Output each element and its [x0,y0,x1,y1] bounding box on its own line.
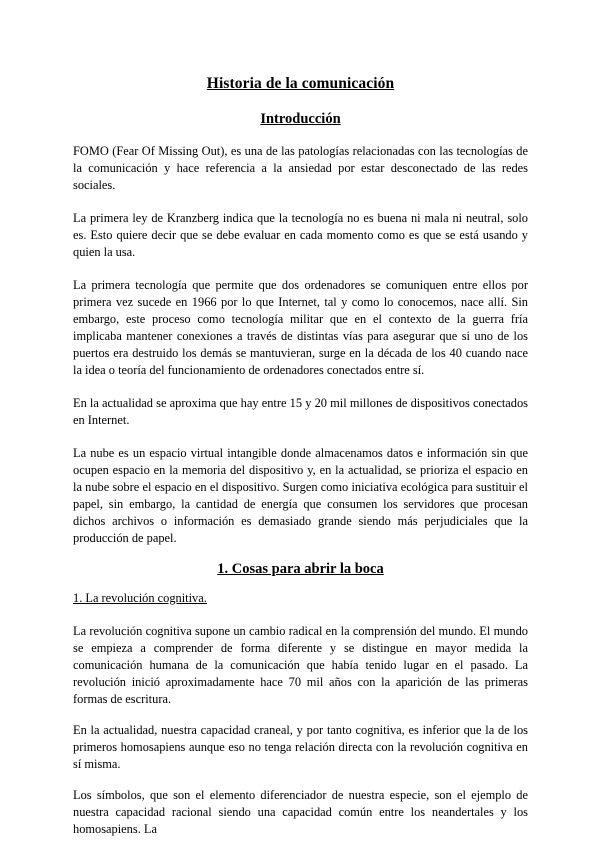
intro-paragraph-cloud: La nube es un espacio virtual intangible donde almacenamos datos e información sin que ocupen espacio en la memoria del dispositivo y, en la actualidad, se prioriza el espacio en la nube sobre el espacio en el dispositivo. Surgen como iniciativa ecológica para sustituir el papel, sin embargo, la cantidad de energía que consumen los servidores que procesan dichos archivos o información es demasiado grande siendo más perjudiciales que la producción de papel. [73,446,528,545]
subsection-heading: 1. La revolución cognitiva. [73,591,207,605]
intro-paragraph-fomo: FOMO (Fear Of Missing Out), es una de las patologías relacionadas con las tecnologías de la comunicación y hace referencia a la ansiedad por estar desconectado de las redes sociales. [73,144,528,192]
document-title: Historia de la comunicación [206,75,395,92]
intro-heading: Introducción [260,111,341,127]
intro-paragraph-internet-origin: La primera tecnología que permite que dos ordenadores se comuniquen entre ellos por primera vez sucede en 1966 por lo que Internet, tal y como lo conocemos, nace allí. Sin embargo, este proceso como tecnología militar que en el contexto de la guerra fría implicaba mantener conexiones a través de distintas vías para asegurar que si uno de los puertos era destruido los demás se mantuvieran, surge en la década de los 40 cuando nace la idea o teoría del funcionamiento de ordenadores conectados entre sí. [73,278,528,377]
section-heading: 1. Cosas para abrir la boca [217,561,384,577]
section-paragraph-cognitive-revolution: La revolución cognitiva supone un cambio radical en la comprensión del mundo. El mundo se empieza a comprender de forma diferente y se distingue en mayor medida la comunicación humana de la comunicación que había tenido lugar en el pasado. La revolución inició aproximadamente hace 70 mil años con la aparición de las primeras formas de escritura. [73,624,528,706]
intro-paragraph-devices: En la actualidad se aproxima que hay entre 15 y 20 mil millones de dispositivos conectados en Internet. [73,396,528,427]
section-paragraph-symbols: Los símbolos, que son el elemento diferenciador de nuestra especie, son el ejemplo de nuestra capacidad racional siendo una capacidad común entre los neandertales y los homosapiens. La [73,788,528,836]
intro-paragraph-kranzberg: La primera ley de Kranzberg indica que la tecnología no es buena ni mala ni neutral, solo es. Esto quiere decir que se debe evaluar en cada momento como es que se está usando y quien la usa. [73,211,528,259]
section-paragraph-cranial-capacity: En la actualidad, nuestra capacidad craneal, y por tanto cognitiva, es inferior que la de los primeros homosapiens aunque eso no tenga relación directa con la revolución cognitiva en sí misma. [73,723,528,771]
